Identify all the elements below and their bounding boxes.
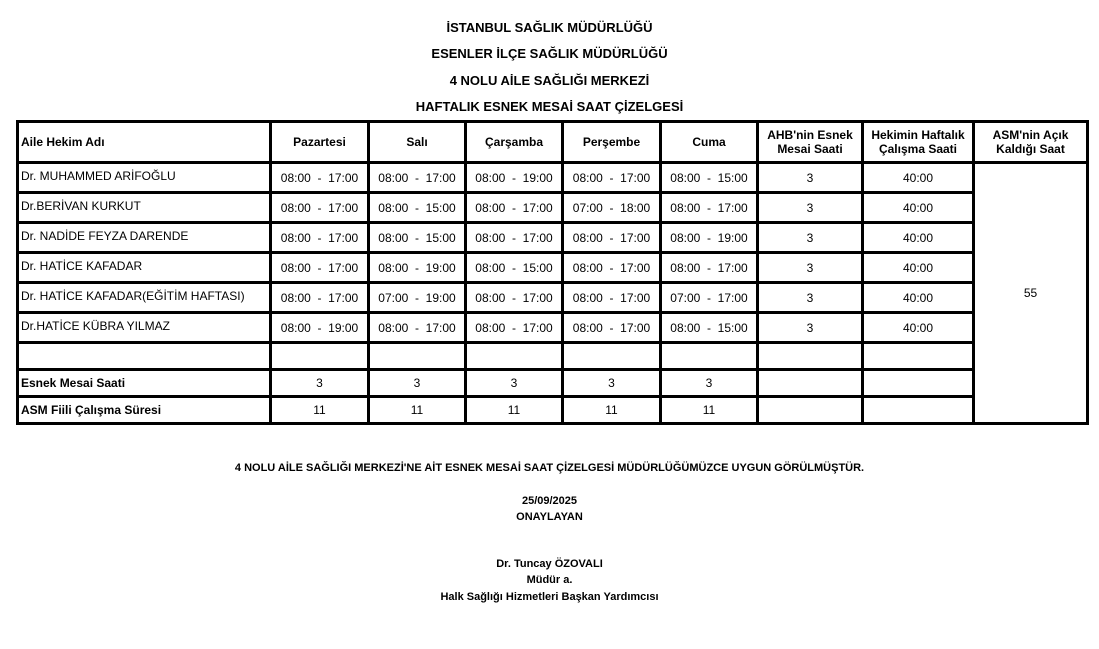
doctor-name: Dr. HATİCE KAFADAR — [18, 253, 271, 283]
approved-by-label: ONAYLAYAN — [516, 511, 583, 523]
weekly-hours: 40:00 — [863, 253, 974, 283]
col-header-monday: Pazartesi — [271, 122, 369, 163]
tuesday-hours: 07:00 - 19:00 — [369, 283, 466, 313]
empty-cell — [271, 343, 369, 370]
empty-cell — [758, 397, 863, 424]
wednesday-hours: 08:00 - 17:00 — [466, 223, 563, 253]
doctor-name: Dr. HATİCE KAFADAR(EĞİTİM HAFTASI) — [18, 283, 271, 313]
tuesday-hours: 08:00 - 15:00 — [369, 193, 466, 223]
thursday-hours: 08:00 - 17:00 — [563, 313, 661, 343]
approval-date: 25/09/2025 — [521, 495, 578, 507]
doctor-name: Dr. MUHAMMED ARİFOĞLU — [18, 163, 271, 193]
actual-duration-wednesday: 11 — [466, 397, 563, 424]
col-header-ahb-flex-hours: AHB'nin Esnek Mesai Saati — [758, 122, 863, 163]
friday-hours: 08:00 - 17:00 — [661, 253, 758, 283]
empty-cell — [863, 370, 974, 397]
table-header-row — [18, 122, 1088, 163]
friday-hours: 08:00 - 17:00 — [661, 193, 758, 223]
header-line-3: 4 NOLU AİLE SAĞLIĞI MERKEZİ — [449, 73, 650, 88]
friday-hours: 08:00 - 15:00 — [661, 163, 758, 193]
empty-cell — [863, 397, 974, 424]
empty-cell — [758, 343, 863, 370]
asm-open-hours: 55 — [974, 163, 1088, 424]
ahb-flex-hours: 3 — [758, 253, 863, 283]
actual-duration-thursday: 11 — [563, 397, 661, 424]
monday-hours: 08:00 - 17:00 — [271, 193, 369, 223]
wednesday-hours: 08:00 - 17:00 — [466, 283, 563, 313]
flex-hours-friday: 3 — [661, 370, 758, 397]
flex-hours-thursday: 3 — [563, 370, 661, 397]
monday-hours: 08:00 - 17:00 — [271, 163, 369, 193]
header-line-1: İSTANBUL SAĞLIK MÜDÜRLÜĞÜ — [446, 20, 653, 35]
col-header-asm-open-hours: ASM'nin Açık Kaldığı Saat — [974, 122, 1088, 163]
flex-hours-monday: 3 — [271, 370, 369, 397]
empty-row — [18, 343, 1088, 370]
table-row — [18, 223, 1088, 253]
tuesday-hours: 08:00 - 19:00 — [369, 253, 466, 283]
flex-hours-wednesday: 3 — [466, 370, 563, 397]
friday-hours: 07:00 - 17:00 — [661, 283, 758, 313]
signer-name: Dr. Tuncay ÖZOVALI — [496, 558, 603, 570]
thursday-hours: 08:00 - 17:00 — [563, 163, 661, 193]
col-header-tuesday: Salı — [369, 122, 466, 163]
tuesday-hours: 08:00 - 17:00 — [369, 313, 466, 343]
monday-hours: 08:00 - 17:00 — [271, 223, 369, 253]
ahb-flex-hours: 3 — [758, 163, 863, 193]
table-row — [18, 253, 1088, 283]
col-header-name: Aile Hekim Adı — [18, 122, 271, 163]
actual-work-duration-row — [18, 397, 1088, 424]
col-header-friday: Cuma — [661, 122, 758, 163]
wednesday-hours: 08:00 - 17:00 — [466, 313, 563, 343]
ahb-flex-hours: 3 — [758, 283, 863, 313]
thursday-hours: 07:00 - 18:00 — [563, 193, 661, 223]
tuesday-hours: 08:00 - 15:00 — [369, 223, 466, 253]
empty-cell — [661, 343, 758, 370]
monday-hours: 08:00 - 17:00 — [271, 283, 369, 313]
ahb-flex-hours: 3 — [758, 313, 863, 343]
monday-hours: 08:00 - 19:00 — [271, 313, 369, 343]
empty-cell — [18, 343, 271, 370]
monday-hours: 08:00 - 17:00 — [271, 253, 369, 283]
actual-duration-monday: 11 — [271, 397, 369, 424]
doctor-name: Dr.BERİVAN KURKUT — [18, 193, 271, 223]
wednesday-hours: 08:00 - 15:00 — [466, 253, 563, 283]
table-row — [18, 193, 1088, 223]
empty-cell — [758, 370, 863, 397]
signer-title: Müdür a. — [526, 574, 573, 586]
ahb-flex-hours: 3 — [758, 223, 863, 253]
signer-position: Halk Sağlığı Hizmetleri Başkan Yardımcısı — [440, 591, 659, 603]
doctor-name: Dr.HATİCE KÜBRA YILMAZ — [18, 313, 271, 343]
col-header-thursday: Perşembe — [563, 122, 661, 163]
weekly-hours: 40:00 — [863, 223, 974, 253]
flex-hours-label: Esnek Mesai Saati — [18, 370, 271, 397]
friday-hours: 08:00 - 19:00 — [661, 223, 758, 253]
actual-duration-friday: 11 — [661, 397, 758, 424]
actual-duration-tuesday: 11 — [369, 397, 466, 424]
table-row — [18, 163, 1088, 193]
table-row — [18, 313, 1088, 343]
weekly-hours: 40:00 — [863, 283, 974, 313]
doctor-name: Dr. NADİDE FEYZA DARENDE — [18, 223, 271, 253]
wednesday-hours: 08:00 - 17:00 — [466, 193, 563, 223]
header-line-2: ESENLER İLÇE SAĞLIK MÜDÜRLÜĞÜ — [431, 46, 668, 61]
empty-cell — [563, 343, 661, 370]
approval-statement: 4 NOLU AİLE SAĞLIĞI MERKEZİ'NE AİT ESNEK MESAİ SAAT ÇİZELGESİ MÜDÜRLÜĞÜMÜZCE UYGUN GÖRÜLMÜŞTÜR. — [234, 462, 865, 474]
table-row — [18, 283, 1088, 313]
weekly-hours: 40:00 — [863, 313, 974, 343]
schedule-table — [16, 120, 1089, 425]
wednesday-hours: 08:00 - 19:00 — [466, 163, 563, 193]
flex-hours-tuesday: 3 — [369, 370, 466, 397]
ahb-flex-hours: 3 — [758, 193, 863, 223]
empty-cell — [466, 343, 563, 370]
tuesday-hours: 08:00 - 17:00 — [369, 163, 466, 193]
empty-cell — [369, 343, 466, 370]
document-title: HAFTALIK ESNEK MESAİ SAAT ÇİZELGESİ — [415, 99, 684, 114]
thursday-hours: 08:00 - 17:00 — [563, 253, 661, 283]
flex-hours-summary-row — [18, 370, 1088, 397]
thursday-hours: 08:00 - 17:00 — [563, 283, 661, 313]
weekly-hours: 40:00 — [863, 193, 974, 223]
col-header-wednesday: Çarşamba — [466, 122, 563, 163]
weekly-hours: 40:00 — [863, 163, 974, 193]
friday-hours: 08:00 - 15:00 — [661, 313, 758, 343]
actual-work-duration-label: ASM Fiili Çalışma Süresi — [18, 397, 271, 424]
thursday-hours: 08:00 - 17:00 — [563, 223, 661, 253]
col-header-weekly-hours: Hekimin Haftalık Çalışma Saati — [863, 122, 974, 163]
empty-cell — [863, 343, 974, 370]
